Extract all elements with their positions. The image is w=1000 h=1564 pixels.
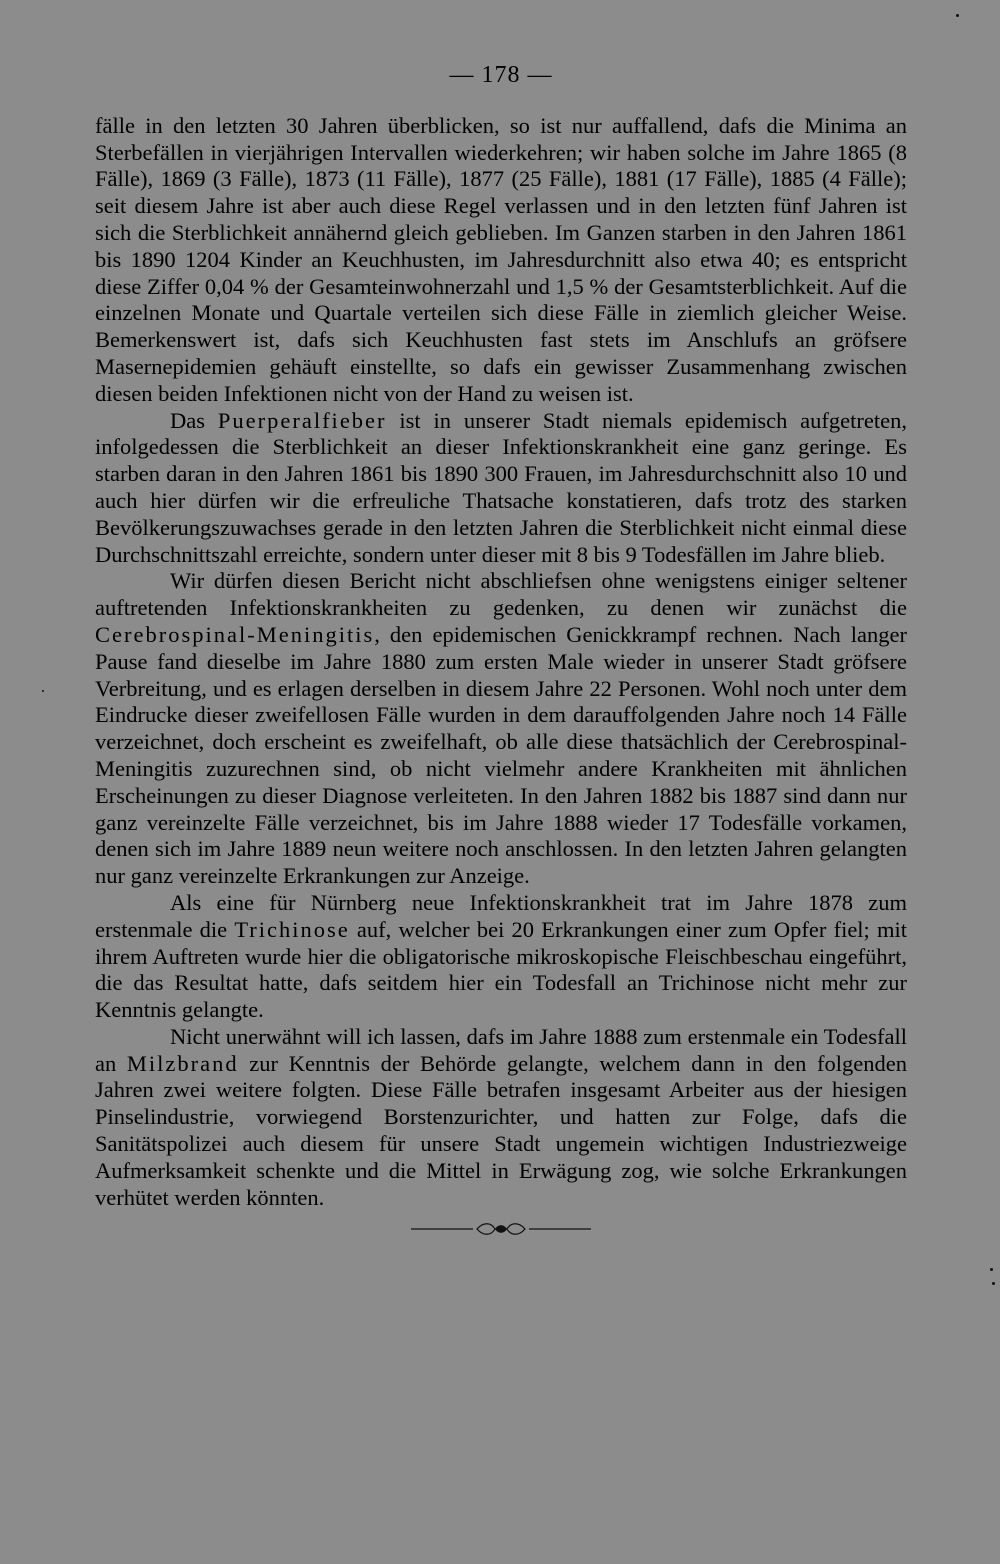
ornament-graphic	[411, 1221, 591, 1237]
page-number: — 178 —	[449, 62, 553, 88]
emphasized-term: Milzbrand	[126, 1050, 239, 1076]
speck-mark	[956, 14, 959, 17]
paragraph	[95, 890, 907, 1024]
text-segment: Wir dürfen diesen Bericht nicht abschliefsen ohne wenigstens einiger seltener auftretenden Infektionskrankheiten zu gedenken, zu denen wir zunächst die	[95, 568, 907, 621]
speck-mark	[42, 690, 44, 692]
text-segment: fälle in den letzten 30 Jahren überblicken, so ist nur auffallend, dafs die Minima an Sterbefällen in vierjährigen Intervallen wiederkehren; wir haben solche im Jahre 1865 (8 Fälle), 1869 (3 Fälle), 1873 (11 Fälle), 1877 (25 Fälle), 1881 (17 Fälle), 1885 (4 Fälle); seit diesem Jahre ist aber auch diese Regel verlassen und in den letzten fünf Jahren ist sich die Sterblichkeit annähernd gleich geblieben. Im Ganzen starben in den Jahren 1861 bis 1890 1204 Kinder an Keuchhusten, im Jahresdurchnitt also etwa 40; es entspricht diese Ziffer 0,04 % der Gesamteinwohnerzahl und 1,5 % der Gesamtsterblichkeit. Auf die einzelnen Monate und Quartale verteilen sich diese Fälle in ziemlich gleicher Weise. Bemerkenswert ist, dafs sich Keuchhusten fast stets im Anschlufs an gröfsere Masernepidemien gehäuft einstellte, so dafs ein gewisser Zusammenhang zwischen diesen beiden Infektionen nicht von der Hand zu weisen ist.	[95, 112, 907, 406]
text-segment: , den epidemischen Genickkrampf rechnen. Nach langer Pause fand dieselbe im Jahre 1880 zum ersten Male wieder in unserer Stadt gröfsere Verbreitung, und es erlagen derselben in diesem Jahre 22 Personen. Wohl noch unter dem Eindrucke dieser zweifellosen Fälle wurden in dem darauffolgenden Jahre noch 14 Fälle verzeichnet, doch erscheint es zweifelhaft, ob alle diese thatsächlich der Cerebrospinal-Meningitis zuzurechnen sind, ob nicht vielmehr andere Krankheiten mit ähnlichen Erscheinungen zu dieser Diagnose verleiteten. In den Jahren 1882 bis 1887 sind dann nur ganz vereinzelte Fälle verzeichnet, bis im Jahre 1888 wieder 17 Todesfälle vorkamen, denen sich im Jahre 1889 neun weitere noch anschlossen. In den letzten Jahren gelangten nur ganz vereinzelte Erkrankungen zur Anzeige.	[95, 621, 907, 889]
text-segment: zur Kenntnis der Behörde gelangte, welchem dann in den folgenden Jahren zwei weitere folgten. Diese Fälle betrafen insgesamt Arbeiter aus der hiesigen Pinselindustrie, vorwiegend Borstenzurichter, und hatten zur Folge, dafs die Sanitätspolizei auch diesem für unsere Stadt ungemein wichtigen Industriezweige Aufmerksamkeit schenkte und die Mittel in Erwägung zog, wie solche Erkrankungen verhütet werden könnten.	[95, 1050, 907, 1210]
text-segment: Nicht unerwähnt will ich lassen, dafs im Jahre 1888 zum erstenmale ein Todesfall an	[95, 1023, 907, 1076]
paragraph	[95, 1024, 907, 1212]
paragraph	[95, 113, 907, 408]
speck-mark	[992, 1282, 995, 1285]
end-ornament-icon	[95, 1221, 907, 1241]
emphasized-term: Puerperalfieber	[217, 407, 387, 433]
emphasized-term: Cerebrospinal-Meningitis	[95, 621, 375, 647]
text-segment: auf, welcher bei 20 Erkrankungen einer zum Opfer fiel; mit ihrem Auftreten wurde hier die obligatorische mikroskopische Fleischbeschau eingeführt, die das Resultat hatte, dafs seitdem hier ein Todesfall an Trichinose nicht mehr zur Kenntnis gelangte.	[95, 916, 907, 1023]
paragraph	[95, 408, 907, 569]
emphasized-term: Trichinose	[234, 916, 350, 942]
speck-mark	[990, 1268, 993, 1271]
body-text	[95, 113, 907, 1212]
text-segment: ist in unserer Stadt niemals epidemisch aufgetreten, infolgedessen die Sterblichkeit an dieser Infektionskrankheit eine ganz geringe. Es starben daran in den Jahren 1861 bis 1890 300 Frauen, im Jahresdurchschnitt also 10 und auch hier dürfen wir die erfreuliche Thatsache konstatieren, dafs trotz des starken Bevölkerungszuwachses gerade in den letzten Jahren die Sterblichkeit nicht einmal diese Durchschnittszahl erreichte, sondern unter dieser mit 8 bis 9 Todesfällen im Jahre blieb.	[95, 407, 907, 567]
text-segment: Als eine für Nürnberg neue Infektionskrankheit trat im Jahre 1878 zum erstenmale die	[95, 889, 907, 942]
text-segment: Das	[170, 407, 218, 433]
document-page	[95, 62, 907, 1241]
paragraph	[95, 568, 907, 890]
